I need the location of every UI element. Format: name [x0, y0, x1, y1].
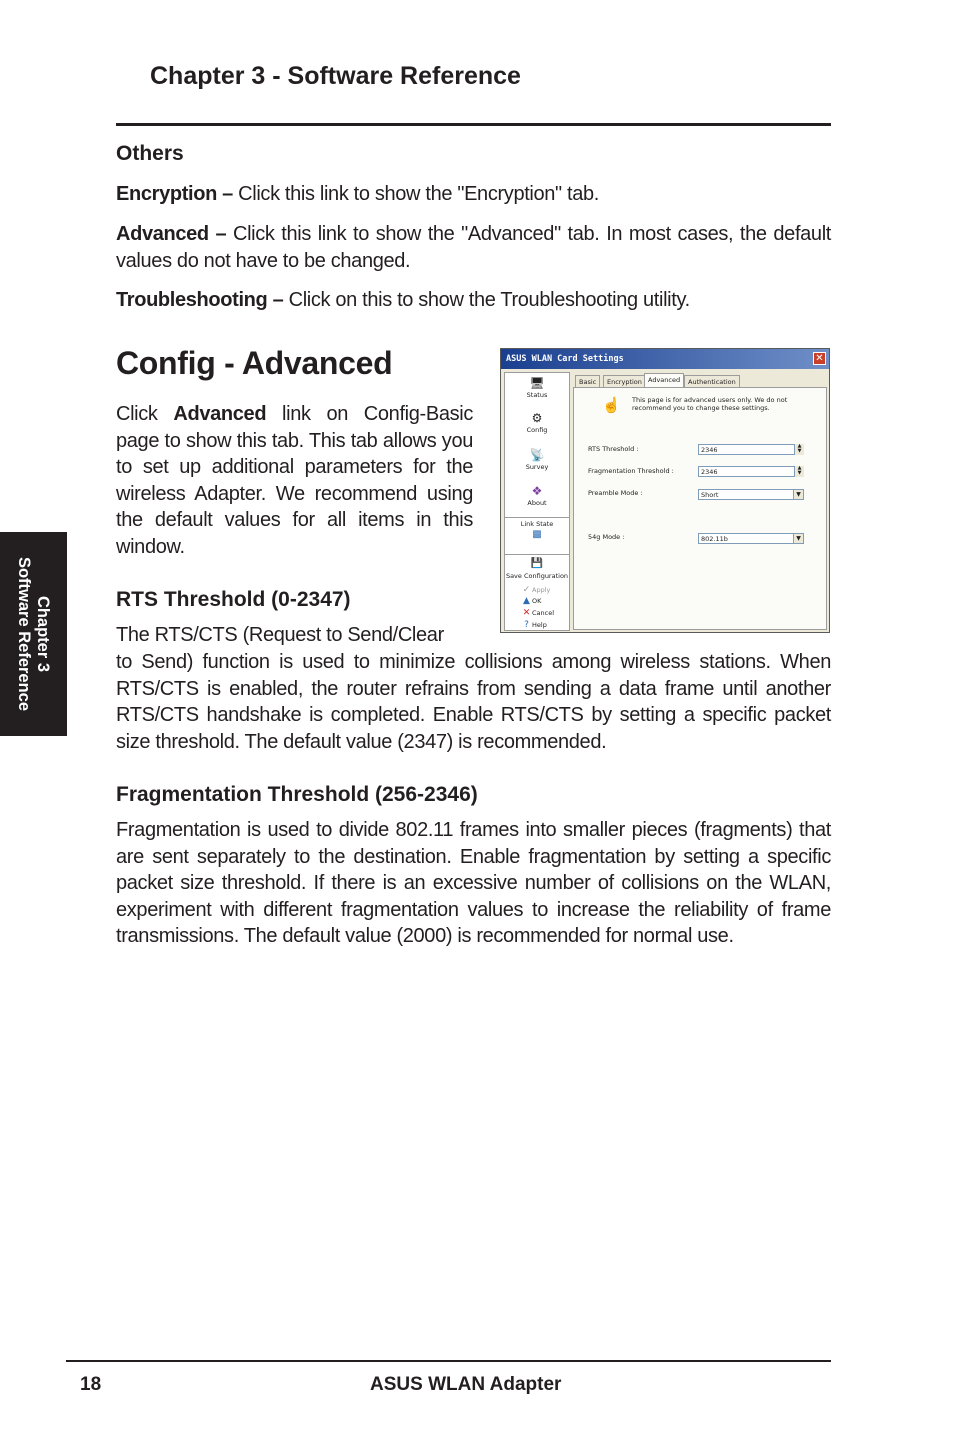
save-configuration-button[interactable] — [505, 557, 569, 580]
tab-authentication[interactable]: Authentication — [684, 375, 740, 387]
page-number: 18 — [80, 1374, 102, 1395]
cancel-icon: ✕ — [522, 608, 531, 618]
chevron-down-icon[interactable]: ▼ — [793, 490, 803, 499]
footer-title: ASUS WLAN Adapter — [370, 1374, 562, 1395]
rts-threshold-input[interactable] — [698, 444, 804, 455]
hand-pointer-icon: ☝ — [602, 397, 621, 414]
side-tab-line2: Software Reference — [15, 556, 33, 712]
tab-basic[interactable]: Basic — [575, 375, 600, 387]
nav-item-status[interactable] — [505, 376, 569, 399]
apply-label: Apply — [532, 586, 551, 594]
apply-icon: ✓ — [522, 585, 531, 595]
intro-pre: Click — [116, 403, 174, 425]
window-title: ASUS WLAN Card Settings — [506, 354, 624, 364]
cancel-button[interactable] — [521, 608, 554, 618]
tab-encryption[interactable]: Encryption — [603, 375, 646, 387]
side-tab-text — [14, 557, 52, 711]
help-button[interactable] — [521, 620, 547, 630]
chapter-header: Chapter 3 - Software Reference — [150, 62, 521, 90]
nav-item-survey[interactable] — [505, 448, 569, 471]
nav-label-survey: Survey — [525, 463, 549, 471]
nav-divider-2 — [505, 554, 569, 555]
troubleshooting-text: Click on this to show the Troubleshooting utility. — [283, 289, 690, 311]
status-icon: 🖥 — [529, 376, 545, 390]
troubleshooting-paragraph — [116, 287, 831, 314]
advanced-text: Click this link to show the "Advanced" tab. In most cases, the default values do not have to be changed. — [116, 223, 831, 272]
rts-line1: The RTS/CTS (Request to Send/Clear — [116, 624, 444, 646]
nav-divider — [505, 517, 569, 518]
help-label: Help — [532, 621, 547, 629]
wlan-settings-screenshot — [500, 348, 830, 633]
fragmentation-heading: Fragmentation Threshold (256-2346) — [116, 783, 478, 806]
top-rule — [116, 123, 831, 126]
tab-advanced[interactable]: Advanced — [644, 373, 684, 388]
ok-label: OK — [532, 597, 542, 605]
close-icon[interactable]: ✕ — [813, 352, 826, 365]
rts-spinner-icon[interactable]: ▲ ▼ — [794, 444, 804, 455]
fragmentation-text: Fragmentation is used to divide 802.11 frames into smaller pieces (fragments) that are sent separately to the destination. Enable fragmentation by setting a specific packet size threshold. If there is an excessive number of collisions on the WLAN, experiment with different fragmentation values to increase the reliability of frame transmissions. The default value (2000) is recommended for normal use. — [116, 819, 831, 947]
rts-heading: RTS Threshold (0-2347) — [116, 588, 351, 611]
nav-label-config: Config — [526, 426, 548, 434]
side-tab-line1: Chapter 3 — [34, 595, 52, 673]
nav-item-config[interactable] — [505, 411, 569, 434]
troubleshooting-term: Troubleshooting – — [116, 289, 284, 311]
rts-threshold-label: RTS Threshold : — [588, 445, 639, 453]
survey-icon: 📡 — [529, 448, 545, 462]
bottom-rule — [66, 1360, 831, 1362]
nav-pane — [504, 372, 570, 631]
fragmentation-threshold-value: 2346 — [701, 468, 718, 476]
encryption-paragraph — [116, 181, 831, 208]
advanced-panel — [573, 387, 827, 630]
help-icon: ? — [524, 620, 529, 630]
config-advanced-heading: Config - Advanced — [116, 345, 393, 381]
cancel-label: Cancel — [532, 609, 555, 617]
fragmentation-threshold-input[interactable] — [698, 466, 804, 477]
config-advanced-intro — [116, 401, 473, 560]
others-heading: Others — [116, 142, 184, 165]
intro-post: link on Config-Basic page to show this tab. This tab allows you to set up additional parameters for the wireless Adapter. We recommend using the default values for all items in this window. — [116, 403, 473, 558]
fragmentation-threshold-label: Fragmentation Threshold : — [588, 467, 674, 475]
nav-label-status: Status — [526, 391, 548, 399]
chevron-down-icon[interactable]: ▼ — [793, 534, 803, 543]
nav-label-about: About — [527, 499, 547, 507]
window-titlebar — [501, 349, 829, 369]
preamble-mode-label: Preamble Mode : — [588, 489, 643, 497]
config-icon: ⚙ — [531, 411, 543, 425]
54g-mode-value: 802.11b — [701, 535, 728, 543]
advanced-note: This page is for advanced users only. We do not recommend you to change these settings. — [632, 396, 788, 412]
ok-icon: ▲ — [523, 596, 530, 606]
encryption-text: Click this link to show the "Encryption" tab. — [232, 183, 599, 205]
preamble-mode-value: Short — [701, 491, 719, 499]
apply-button[interactable] — [521, 585, 550, 595]
rts-text: to Send) function is used to minimize collisions among wireless stations. When RTS/CTS is enabled, the router refrains from sending a data frame until another RTS/CTS handshake is completed. Enable RTS/CTS by setting a specific packet size threshold. The default value (2347) is recommended. — [116, 651, 831, 753]
intro-bold: Advanced — [173, 403, 267, 425]
54g-mode-label: 54g Mode : — [588, 533, 625, 541]
advanced-term: Advanced – — [116, 223, 227, 245]
link-state-label: Link State — [520, 520, 554, 528]
encryption-term: Encryption – — [116, 183, 233, 205]
ok-button[interactable] — [521, 596, 541, 606]
54g-mode-select[interactable] — [698, 533, 804, 544]
link-state-icon: ▩ — [532, 529, 542, 540]
link-state — [505, 520, 569, 543]
preamble-mode-select[interactable] — [698, 489, 804, 500]
advanced-paragraph — [116, 221, 831, 274]
save-icon: 💾 — [530, 558, 544, 569]
about-icon: ❖ — [531, 484, 543, 498]
fragmentation-spinner-icon[interactable]: ▲ ▼ — [794, 466, 804, 477]
nav-item-about[interactable] — [505, 484, 569, 507]
save-configuration-label: Save Configuration — [505, 572, 569, 580]
rts-threshold-value: 2346 — [701, 446, 718, 454]
